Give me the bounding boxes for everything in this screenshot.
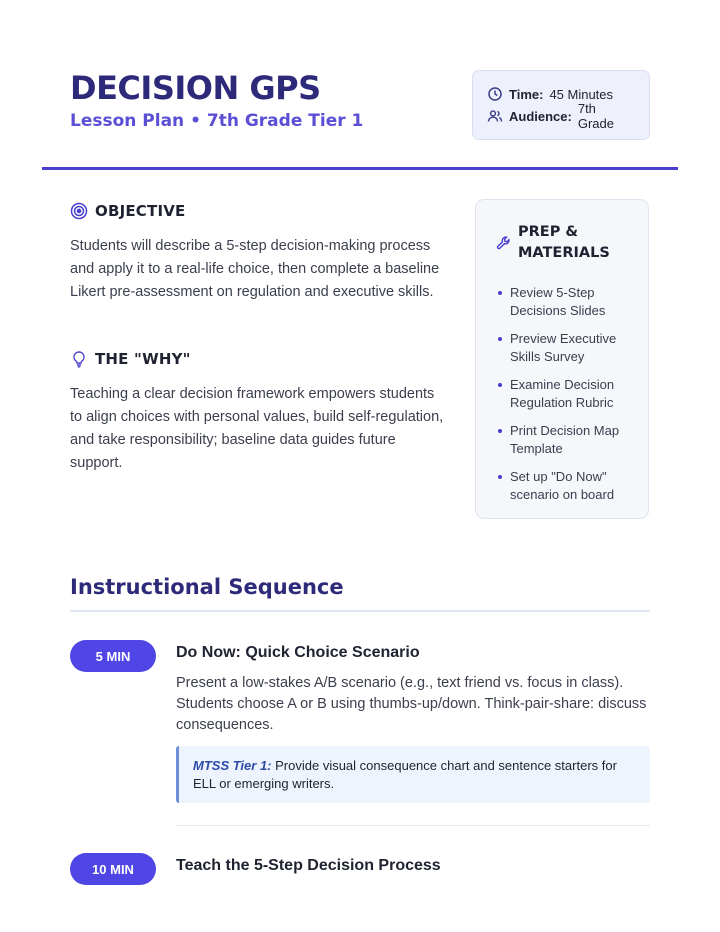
list-item: Examine Decision Regulation Rubric <box>510 376 634 412</box>
duration-badge: 10 MIN <box>70 853 156 885</box>
sequence-title: Instructional Sequence <box>70 575 344 599</box>
step-title: Do Now: Quick Choice Scenario <box>176 644 420 661</box>
lightbulb-icon <box>70 350 88 368</box>
meta-box <box>472 70 650 140</box>
audience-value: 7th Grade <box>577 101 614 131</box>
header-divider <box>42 167 678 170</box>
objective-text: Students will describe a 5-step decision-making process and apply it to a real-life choice, then complete a baseline Likert pre-assessment on regulation and executive skills. <box>70 238 440 300</box>
mtss-tier-note <box>176 746 650 803</box>
time-value: 45 Minutes <box>549 86 614 102</box>
page-subtitle: Lesson Plan • 7th Grade Tier 1 <box>70 111 364 131</box>
list-item: Set up "Do Now" scenario on board <box>510 468 634 504</box>
time-label: Time: <box>509 86 544 102</box>
step-divider <box>176 825 650 826</box>
prep-materials-card <box>475 199 649 519</box>
prep-list <box>496 284 634 504</box>
tier-text: Provide visual consequence chart and sentence starters for ELL or emerging writers. <box>193 758 617 791</box>
audience-label: Audience: <box>509 108 572 124</box>
wrench-icon <box>496 235 512 251</box>
sequence-rule <box>70 610 650 612</box>
prep-heading <box>496 222 634 264</box>
step-title: Teach the 5-Step Decision Process <box>176 857 441 874</box>
target-icon <box>70 202 88 220</box>
audience-row <box>487 101 635 131</box>
objective-heading-text: OBJECTIVE <box>95 202 186 220</box>
header <box>70 68 363 131</box>
why-heading <box>70 350 191 368</box>
prep-heading-text: PREP & MATERIALS <box>518 224 610 261</box>
duration-badge: 5 MIN <box>70 640 156 672</box>
list-item: Preview Executive Skills Survey <box>510 330 634 366</box>
list-item: Review 5-Step Decisions Slides <box>510 284 634 320</box>
tier-label: MTSS Tier 1: <box>193 758 272 773</box>
why-heading-text: THE "WHY" <box>95 350 191 368</box>
why-text: Teaching a clear decision framework empowers students to align choices with personal values, build self-regulation, and take responsibility; baseline data guides future support. <box>70 386 444 471</box>
list-item: Print Decision Map Template <box>510 422 634 458</box>
users-icon <box>487 108 503 124</box>
page-title: DECISION GPS <box>70 69 321 107</box>
step-body: Present a low-stakes A/B scenario (e.g., text friend vs. focus in class). Students choose A or B using thumbs-up/down. Think-pair-share: discuss consequences. <box>176 675 647 733</box>
clock-icon <box>487 86 503 102</box>
objective-heading <box>70 202 186 220</box>
